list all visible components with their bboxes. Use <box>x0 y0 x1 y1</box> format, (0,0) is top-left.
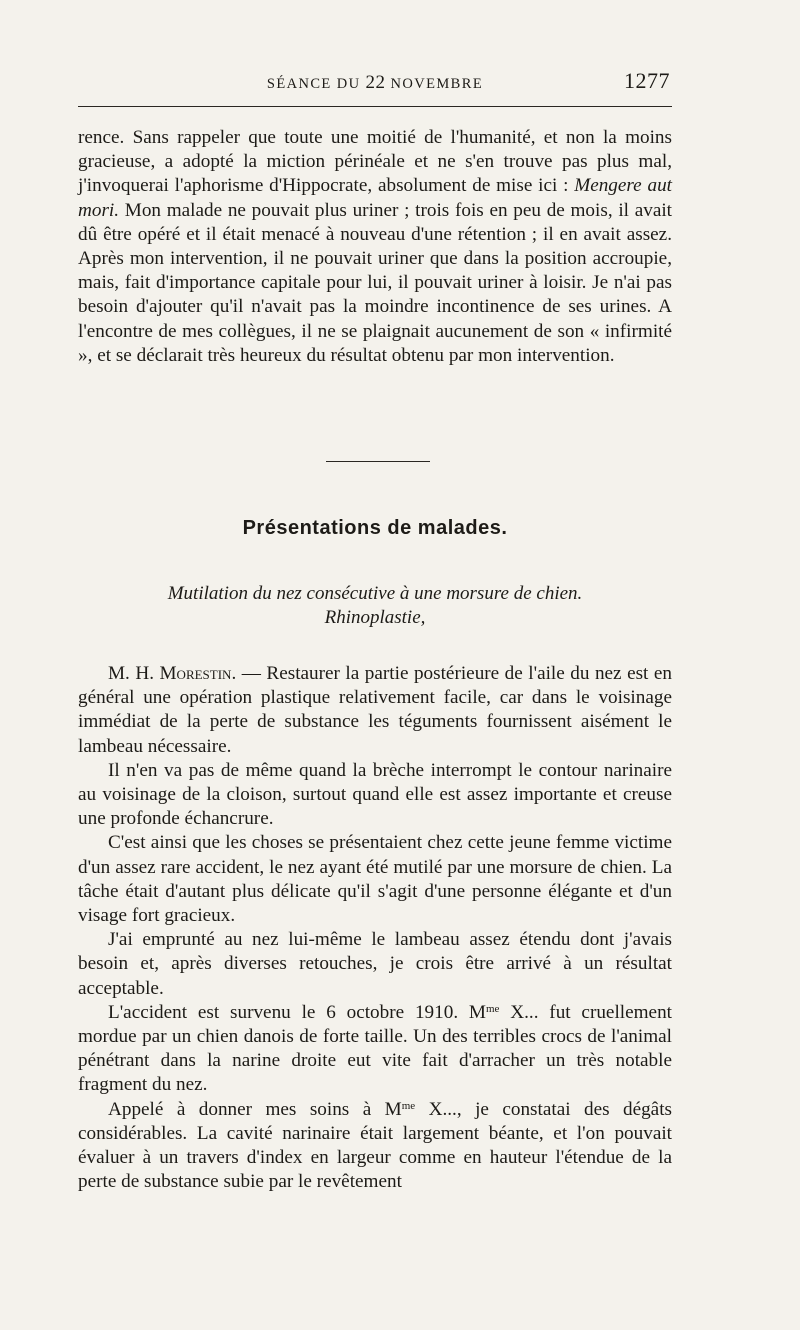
article-text <box>78 662 672 1194</box>
article-p5-a: L'accident est survenu le 6 octobre 1910. M <box>108 1001 486 1023</box>
continuation-text <box>78 126 672 368</box>
article-paragraph-2: Il n'en va pas de même quand la brèche interrompt le contour narinaire au voisinage de la cloison, surtout quand elle est assez importante et creuse une profonde échancrure. <box>78 759 672 830</box>
article-p6-b: X..., je constatai des dégâts considérables. La cavité narinaire était largement béante, et l'on pouvait évaluer à un travers d'index en largeur comme en hauteur l'étendue de la perte de substance subie par le revêtement <box>78 1098 672 1193</box>
article-paragraph-5 <box>78 1001 672 1098</box>
article-p6-sup: me <box>401 1099 416 1112</box>
page-number: 1277 <box>624 68 670 93</box>
article-paragraph-6 <box>78 1098 672 1195</box>
article-subheading <box>78 582 672 630</box>
section-heading: Présentations de malades. <box>242 517 508 539</box>
subheading-line-2: Rhinoplastie, <box>324 607 426 628</box>
article-paragraph-4: J'ai emprunté au nez lui-même le lambeau assez étendu dont j'avais besoin et, après diverses retouches, je crois être arrivé à un résultat acceptable. <box>78 929 672 999</box>
article-paragraph-3: C'est ainsi que les choses se présentaient chez cette jeune femme victime d'un assez rare accident, le nez ayant été mutilé par une morsure de chien. La tâche était d'autant plus délicate qu'il s'agit d'une personne élégante et d'un visage fort gracieux. <box>78 832 672 927</box>
article-author: M. H. Morestin. <box>108 663 237 684</box>
continuation-paragraph <box>78 126 672 368</box>
running-head <box>78 68 672 96</box>
article-p6-a: Appelé à donner mes soins à M <box>108 1098 402 1120</box>
running-title-prefix: SÉANCE DU <box>266 76 361 92</box>
running-title-month: NOVEMBRE <box>390 76 484 92</box>
section-separator <box>326 461 430 462</box>
header-rule <box>78 106 672 107</box>
article-p5-b: X... fut cruellement mordue par un chien danois de forte taille. Un des terribles crocs de l'animal pénétrant dans la narine droite eut vite fait d'arracher un très notable fragment du nez. <box>78 1001 672 1096</box>
continuation-part1: rence. Sans rappeler que toute une moitié de l'humanité, et non la moins gracieuse, a adopté la miction périnéale et ne s'en trouve pas plus mal, j'invoquerai l'aphorisme d'Hippocrate, absolument de mise ici : <box>78 127 672 197</box>
running-title <box>78 72 672 94</box>
article-p5-sup: me <box>486 1002 500 1015</box>
running-title-day: 22 <box>365 72 386 93</box>
journal-page <box>78 0 672 1330</box>
subheading-line-1: Mutilation du nez consécutive à une morsure de chien. <box>167 583 583 604</box>
continuation-part2: Mon malade ne pouvait plus uriner ; trois fois en peu de mois, il avait dû être opéré et il était menacé à nouveau d'une rétention ; il en avait assez. Après mon intervention, il ne pouvait uriner que dans la position accroupie, mais, fait d'importance capitale pour lui, il pouvait uriner à loisir. Je n'ai pas besoin d'ajouter qu'il n'avait pas la moindre incontinence de ses urines. A l'encontre de mes collègues, il ne se plaignait aucunement de son « infirmité », et se déclarait très heureux du résultat obtenu par mon intervention. <box>78 199 672 366</box>
hippocrates-quote: Mengere aut mori. <box>78 175 672 221</box>
article-paragraph-1 <box>78 662 672 759</box>
article-p1-text: — Restaurer la partie postérieure de l'aile du nez est en général une opération plastique relativement facile, car dans le voisinage immédiat de la perte de substance les téguments fournissent aisément le lambeau nécessaire. <box>78 663 672 757</box>
